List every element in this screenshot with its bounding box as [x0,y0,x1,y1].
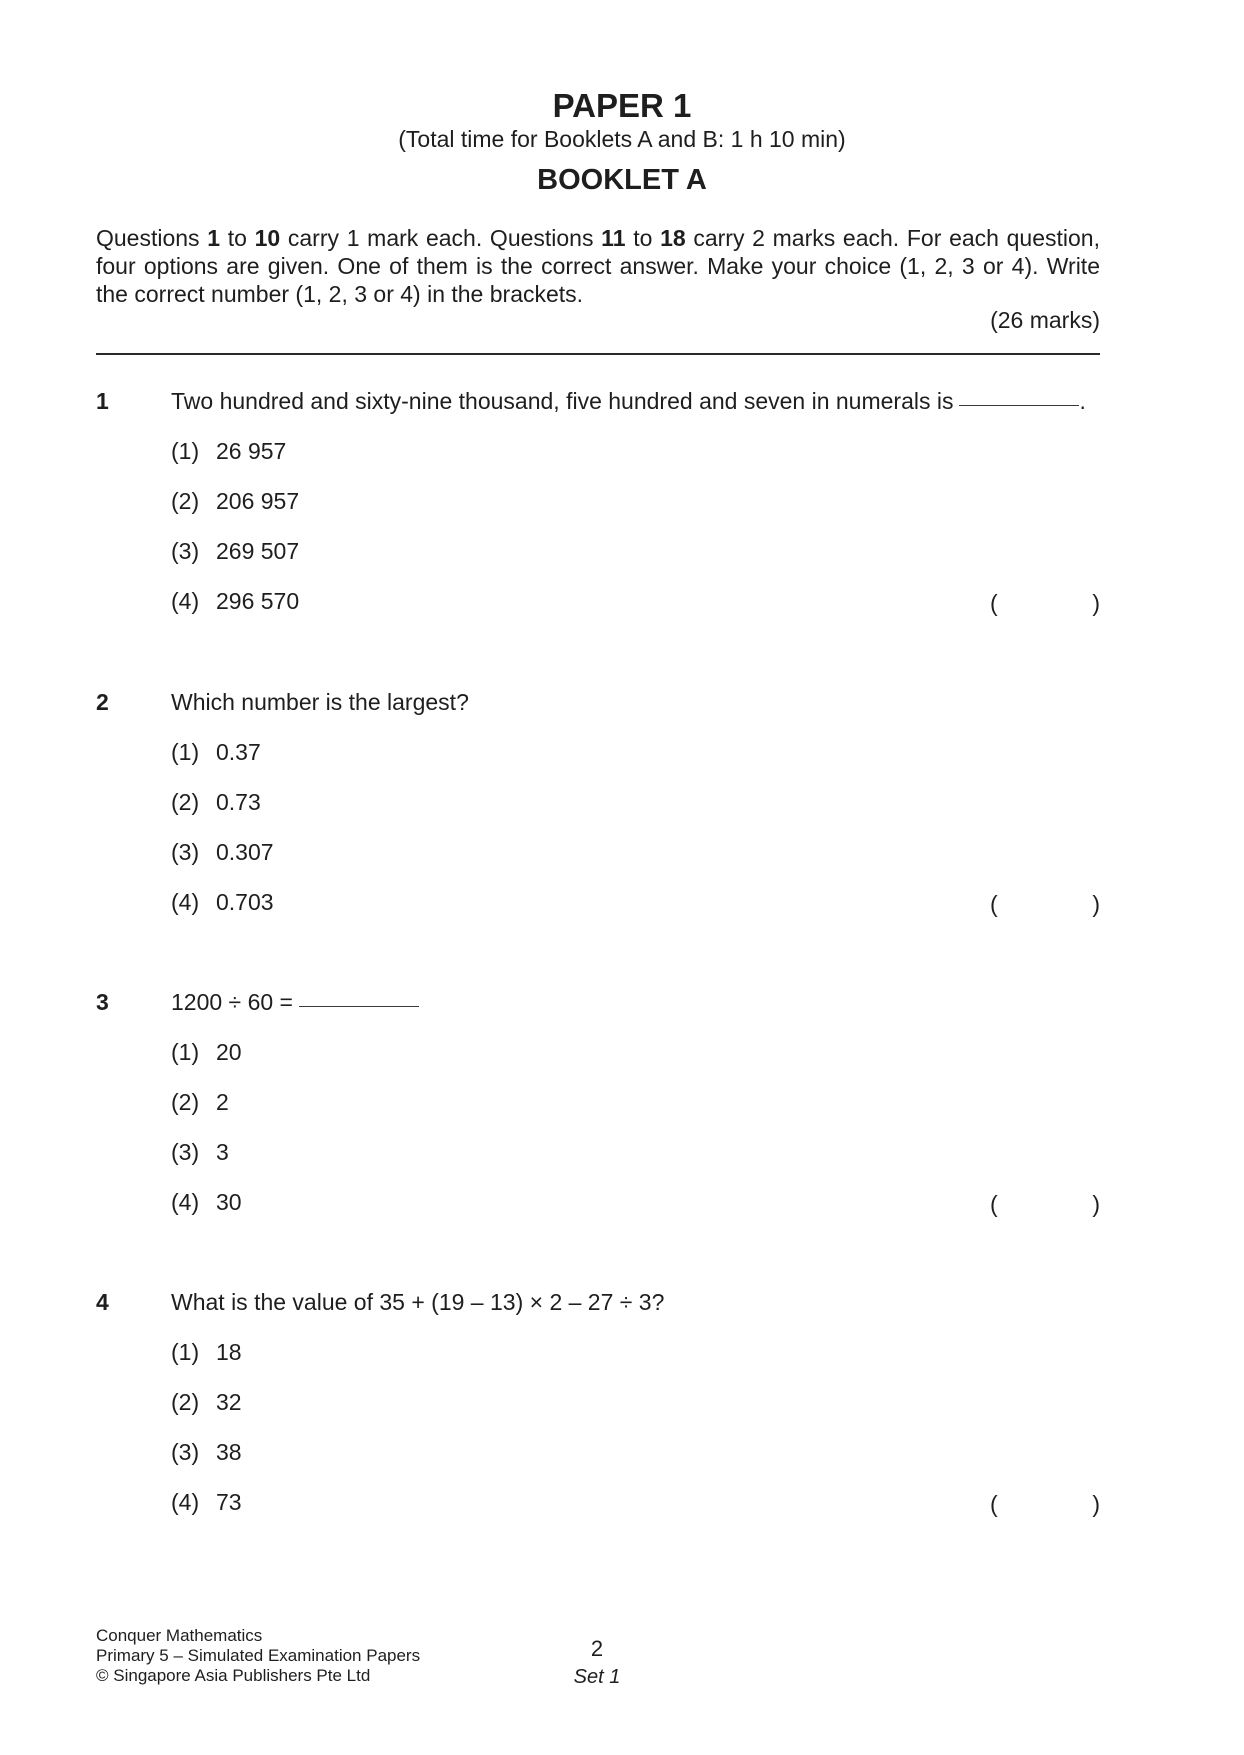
option-3 [171,1138,229,1166]
option-value: 30 [216,1189,242,1215]
option-value: 0.703 [216,889,274,915]
option-4 [171,1488,242,1516]
question-prompt: What is the value of 35 + (19 – 13) × 2 – 27 ÷ 3? [171,1289,665,1315]
option-value: 3 [216,1139,229,1165]
instructions-bold-number: 10 [254,225,281,251]
option-value: 206 957 [216,488,300,514]
question-text [171,387,1086,415]
instructions-bold-number: 11 [601,225,626,251]
header-divider [96,353,1100,355]
option-label: (3) [171,1139,200,1165]
set-label: Set 1 [573,1666,621,1688]
instructions-text: carry 2 marks each. For each question, four options are given. One of them is the correct answer. Make your choice (1, 2, 3 or 4). Write the correct number (1, 2, 3 or 4) in the brackets. [96,225,1100,307]
question-number: 4 [96,1289,109,1315]
option-value: 20 [216,1039,242,1065]
total-marks: (26 marks) [990,307,1100,333]
option-value: 0.73 [216,789,261,815]
option-label: (4) [171,1189,200,1215]
option-label: (4) [171,1489,200,1515]
booklet-title: BOOKLET A [537,164,707,196]
option-2 [171,1088,229,1116]
option-value: 269 507 [216,538,300,564]
bracket-close: ) [1092,590,1100,616]
option-4 [171,587,299,615]
bracket-open: ( [990,1491,998,1517]
answer-bracket[interactable] [990,1490,1100,1518]
option-label: (3) [171,839,200,865]
option-label: (3) [171,538,200,564]
option-1 [171,738,261,766]
footer-book-title: Conquer Mathematics [96,1626,263,1645]
bracket-open: ( [990,590,998,616]
instructions-text: to [625,225,661,251]
option-label: (2) [171,1389,200,1415]
instructions-bold-number: 18 [660,225,686,251]
option-label: (1) [171,739,200,765]
paper-title: PAPER 1 [552,87,692,124]
option-1 [171,437,286,465]
option-value: 73 [216,1489,242,1515]
option-value: 18 [216,1339,242,1365]
option-label: (1) [171,438,200,464]
answer-bracket[interactable] [990,589,1100,617]
option-label: (2) [171,1089,200,1115]
question-number: 1 [96,388,109,414]
question-prompt-end: . [1079,388,1086,414]
option-4 [171,888,274,916]
option-value: 0.307 [216,839,274,865]
bracket-close: ) [1092,1491,1100,1517]
question-number: 2 [96,689,109,715]
question-prompt: Two hundred and sixty-nine thousand, five hundred and seven in numerals is [171,388,954,414]
question-text [171,1288,664,1316]
question-prompt: Which number is the largest? [171,689,469,715]
question-prompt: 1200 ÷ 60 = [171,989,293,1015]
footer-book-subtitle: Primary 5 – Simulated Examination Papers [96,1646,421,1665]
option-4 [171,1188,242,1216]
option-value: 2 [216,1089,229,1115]
answer-blank [299,1006,419,1007]
option-2 [171,487,299,515]
option-label: (4) [171,588,200,614]
question-text [171,688,469,716]
option-value: 0.37 [216,739,261,765]
bracket-open: ( [990,1191,998,1217]
option-2 [171,788,261,816]
option-label: (3) [171,1439,200,1465]
instructions-text: to [220,225,255,251]
instructions-bold-number: 1 [207,225,221,251]
paper-subtitle: (Total time for Booklets A and B: 1 h 10 min) [398,126,846,152]
answer-blank [959,405,1079,406]
question-text [171,988,419,1016]
option-value: 296 570 [216,588,300,614]
answer-bracket[interactable] [990,1190,1100,1218]
bracket-open: ( [990,891,998,917]
option-3 [171,537,299,565]
instructions-text: Questions [96,225,208,251]
footer-copyright: © Singapore Asia Publishers Pte Ltd [96,1666,371,1685]
instructions [96,224,1100,308]
option-2 [171,1388,242,1416]
answer-bracket[interactable] [990,890,1100,918]
option-1 [171,1038,242,1066]
bracket-close: ) [1092,891,1100,917]
option-label: (1) [171,1039,200,1065]
page-number: 2 [590,1636,604,1661]
option-value: 26 957 [216,438,287,464]
question-number: 3 [96,989,109,1015]
option-label: (2) [171,488,200,514]
option-value: 38 [216,1439,242,1465]
option-1 [171,1338,242,1366]
option-value: 32 [216,1389,242,1415]
option-label: (1) [171,1339,200,1365]
option-3 [171,838,274,866]
option-label: (2) [171,789,200,815]
option-label: (4) [171,889,200,915]
option-3 [171,1438,242,1466]
instructions-text: carry 1 mark each. Questions [280,225,602,251]
bracket-close: ) [1092,1191,1100,1217]
